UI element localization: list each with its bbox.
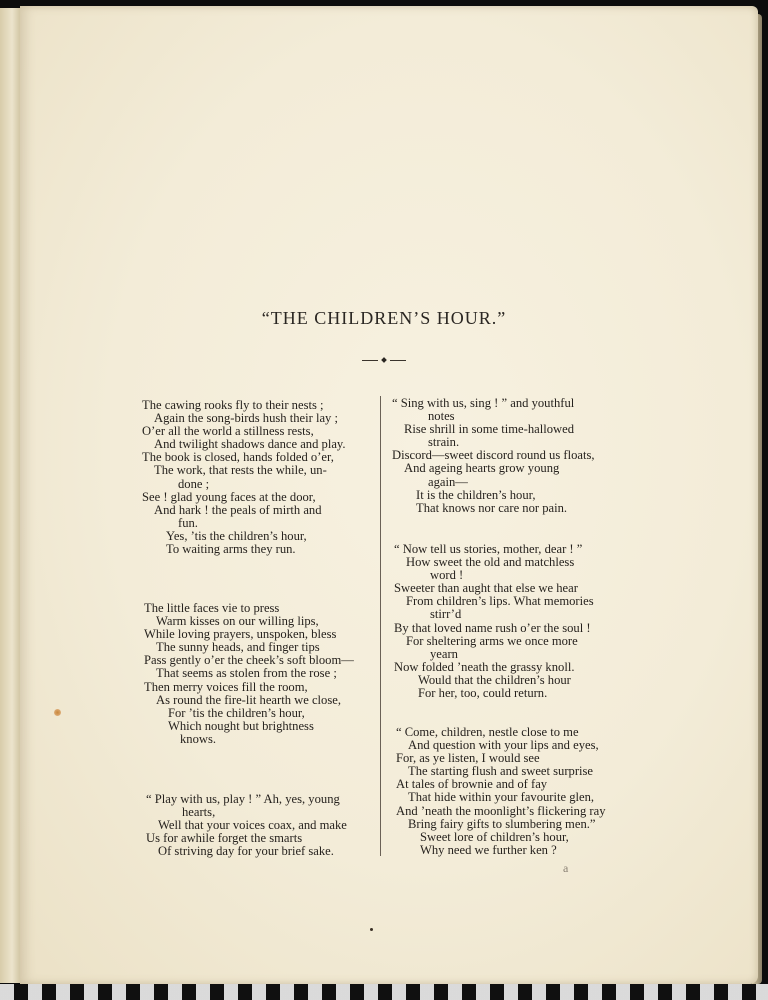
verse-line: That knows nor care nor pain.	[416, 500, 568, 515]
verse-line: And ’neath the moonlight’s flickering ray	[396, 803, 606, 818]
stanza-3	[146, 793, 368, 858]
verse-line: again—	[428, 474, 468, 489]
signature-mark: a	[563, 861, 569, 875]
verse-line: And twilight shadows dance and play.	[154, 437, 346, 452]
left-page-edge	[0, 8, 21, 983]
verse-line: strain.	[428, 435, 460, 450]
verse-line: And hark ! the peals of mirth and	[154, 502, 322, 517]
verse-line: “ Play with us, play ! ” Ah, yes, young	[146, 792, 340, 806]
verse-line: notes	[428, 409, 455, 424]
verse-line: Now folded ’neath the grassy knoll.	[394, 659, 575, 674]
title-ornament	[362, 359, 406, 362]
verse-line: O’er all the world a stillness rests,	[142, 424, 314, 439]
verse-line: fun.	[178, 515, 198, 530]
verse-line: knows.	[180, 731, 217, 746]
verse-line: As round the fire-lit hearth we close,	[156, 692, 341, 707]
verse-line: word !	[430, 568, 464, 583]
verse-line: For ’tis the children’s hour,	[168, 705, 305, 720]
stanza-6	[396, 726, 618, 857]
scan-edge-strip	[0, 984, 768, 1000]
verse-line: Warm kisses on our willing lips,	[156, 614, 319, 629]
column-divider	[380, 396, 381, 856]
stanza-1	[142, 399, 366, 556]
ornament-rule-left	[362, 360, 378, 361]
verse-line: The cawing rooks fly to their nests ;	[142, 398, 324, 412]
verse-line: And ageing hearts grow young	[404, 461, 560, 476]
page-paper	[20, 6, 758, 984]
verse-line: For, as ye listen, I would see	[396, 751, 540, 766]
verse-line: Would that the children’s hour	[418, 672, 571, 687]
verse-line: That hide within your favourite glen,	[408, 790, 595, 805]
verse-line: See ! glad young faces at the door,	[142, 489, 316, 504]
stanza-5	[394, 543, 618, 700]
verse-line: Well that your voices coax, and make	[158, 818, 347, 833]
verse-line: “ Sing with us, sing ! ” and youthful	[392, 396, 575, 410]
verse-line: Again the song-birds hush their lay ;	[154, 411, 338, 426]
verse-line: From children’s lips. What memories	[406, 594, 594, 609]
verse-line: Which nought but brightness	[168, 718, 314, 733]
verse-line: While loving prayers, unspoken, bless	[144, 627, 337, 642]
verse-line: Pass gently o’er the cheek’s soft bloom—	[144, 653, 354, 668]
verse-line: To waiting arms they run.	[166, 542, 296, 557]
paper-speck	[370, 928, 373, 931]
verse-line: Of striving day for your brief sake.	[158, 844, 334, 859]
verse-line: Why need we further ken ?	[420, 842, 557, 857]
verse-line: Us for awhile forget the smarts	[146, 831, 303, 846]
verse-line: Sweeter than aught that else we hear	[394, 581, 578, 596]
verse-line: done ;	[178, 476, 210, 491]
verse-line: At tales of brownie and of fay	[396, 777, 548, 792]
verse-line: It is the children’s hour,	[416, 487, 536, 502]
verse-line: For sheltering arms we once more	[406, 633, 578, 648]
verse-line: The sunny heads, and finger tips	[156, 640, 320, 655]
verse-line: “ Now tell us stories, mother, dear ! ”	[394, 542, 583, 556]
stanza-4	[392, 397, 616, 515]
verse-line: Bring fairy gifts to slumbering men.”	[408, 816, 596, 831]
ornament-rule-right	[390, 360, 406, 361]
verse-line: stirr’d	[430, 607, 462, 622]
verse-line: And question with your lips and eyes,	[408, 738, 599, 753]
verse-line: “ Come, children, nestle close to me	[396, 725, 579, 739]
verse-line: The starting flush and sweet surprise	[408, 764, 594, 779]
verse-line: That seems as stolen from the rose ;	[156, 666, 337, 681]
poem-title: “THE CHILDREN’S HOUR.”	[261, 308, 507, 328]
verse-line: hearts,	[182, 805, 216, 820]
verse-line: Yes, ’tis the children’s hour,	[166, 528, 307, 543]
verse-line: Discord—sweet discord round us floats,	[392, 448, 595, 463]
verse-line: The work, that rests the while, un-	[154, 463, 327, 478]
verse-line: Then merry voices fill the room,	[144, 679, 308, 694]
verse-line: The little faces vie to press	[144, 601, 280, 615]
stanza-2	[144, 602, 366, 746]
verse-line: yearn	[430, 646, 458, 661]
verse-line: By that loved name rush o’er the soul !	[394, 620, 591, 635]
verse-line: Sweet lore of children’s hour,	[420, 829, 569, 844]
verse-line: For her, too, could return.	[418, 686, 548, 701]
ornament-diamond	[381, 357, 387, 363]
verse-line: How sweet the old and matchless	[406, 555, 575, 570]
verse-line: The book is closed, hands folded o’er,	[142, 450, 334, 465]
foxing-stain	[54, 709, 61, 716]
verse-line: Rise shrill in some time-hallowed	[404, 422, 574, 437]
